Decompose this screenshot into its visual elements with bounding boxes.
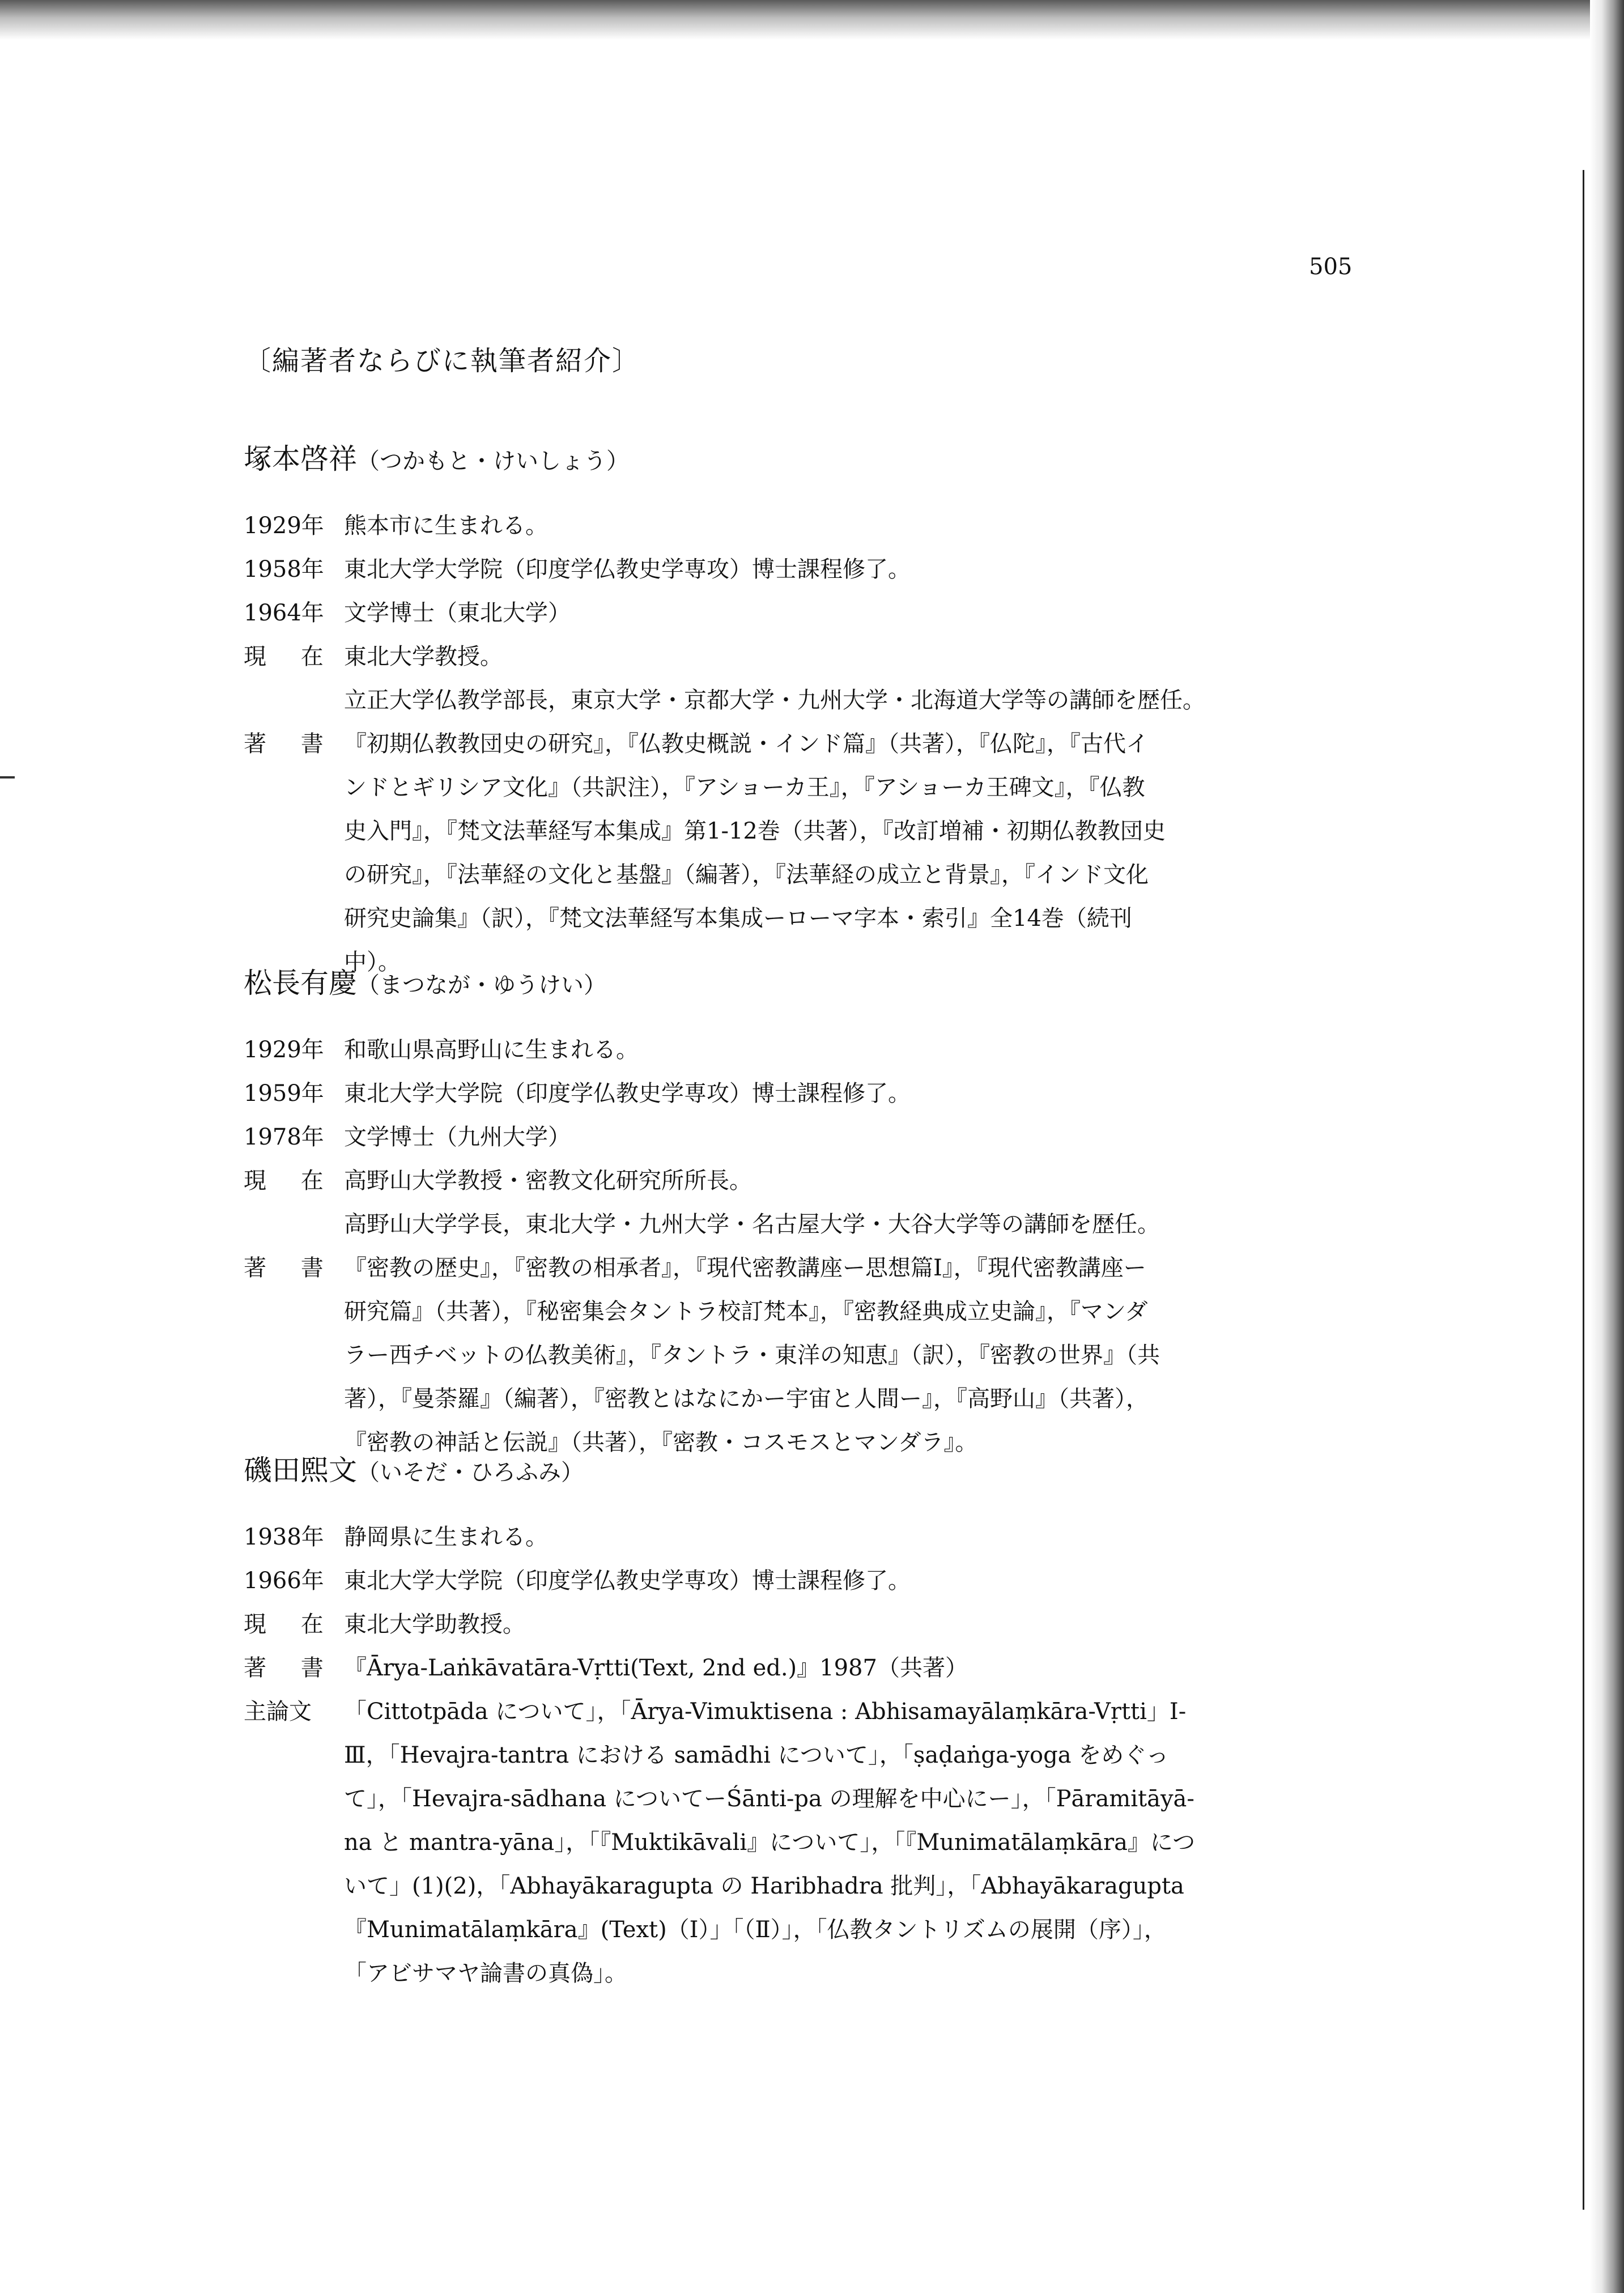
scan-shadow-top [0,0,1624,40]
works-line: 研究篇』（共著），『秘密集会タントラ校訂梵本』，『密教経典成立史論』，『マンダ [344,1299,1148,1325]
history-text: 文学博士（東北大学） [344,600,571,626]
works-line: 『初期仏教教団史の研究』，『仏教史概説・インド篇』（共著），『仏陀』，『古代イ [344,731,1149,757]
history-label: 1929年 [244,513,324,539]
papers-line: na と mantra-yāna」，「『Muktikāvali』について」，「『Munimatālaṃkāra』につ [344,1830,1196,1856]
author-header [244,960,1252,1006]
works-line: 中）。 [344,949,401,975]
history-row [244,1559,1252,1603]
papers-text [344,1690,1252,1996]
papers-line: Ⅲ，「Hevajra-tantra における samādhi について」，「ṣaḍaṅga-yoga をめぐっ [344,1742,1169,1768]
author-name: 塚本啓祥 [244,443,357,475]
career-note: 立正大学仏教学部長，東京大学・京都大学・九州大学・北海道大学等の講師を歴任。 [344,687,1205,713]
papers-line: いて」(1)(2)，「Abhayākaragupta の Haribhadra 批判」，「Abhayākaragupta [344,1873,1184,1899]
author-entry [244,960,1252,1465]
history-text: 東北大学大学院（印度学仏教史学専攻）博士課程修了。 [344,556,911,582]
author-reading: （いそだ・ひろふみ） [357,1460,584,1486]
works-line: 『密教の神話と伝説』（共著），『密教・コスモスとマンダラ』。 [344,1430,978,1456]
history-row [244,635,1252,679]
works-line: 研究史論集』（訳），『梵文法華経写本集成ーローマ字本・索引』全14巻（続刊 [344,905,1132,931]
history-text: 和歌山県高野山に生まれる。 [344,1037,639,1063]
history-label: 1964年 [244,600,324,626]
author-entry [244,1448,1252,1996]
papers-line: 「アビサマヤ論書の真偽」。 [344,1960,627,1986]
history-label: 現 在 [244,1611,337,1637]
author-reading: （つかもと・けいしょう） [357,448,629,474]
works-row [244,722,1252,984]
works-text [344,722,1252,984]
history-text: 文学博士（九州大学） [344,1124,571,1150]
section-heading: 〔編著者ならびに執筆者紹介〕 [244,345,641,377]
works-line: ンドとギリシア文化』（共訳注），『アショーカ王』，『アショーカ王碑文』，『仏教 [344,775,1145,801]
works-row [244,1247,1252,1465]
history-label: 現 在 [244,644,337,670]
history-text: 東北大学教授。 [344,644,503,670]
history-text: 静岡県に生まれる。 [344,1524,548,1550]
history-label: 著 書 [244,1655,337,1681]
history-row [244,592,1252,635]
author-header [244,436,1252,482]
history-text: 東北大学助教授。 [344,1611,525,1637]
history-label: 1959年 [244,1080,324,1107]
page-edge-line [1583,170,1584,2210]
history-text: 熊本市に生まれる。 [344,513,548,539]
career-note: 高野山大学学長，東北大学・九州大学・名古屋大学・大谷大学等の講師を歴任。 [344,1211,1160,1237]
scan-tick-mark [0,776,15,778]
papers-line: 「Cittotpāda について」，「Ārya-Vimuktisena : Abhisamayālaṃkāra-Vṛtti」Ⅰ- [344,1699,1187,1725]
works-line: の研究』，『法華経の文化と基盤』（編著），『法華経の成立と背景』，『インド文化 [344,862,1149,888]
papers-row [244,1690,1252,1996]
scan-shadow-right [1590,0,1624,2293]
author-name: 磯田熙文 [244,1454,357,1487]
history-label: 現 在 [244,1168,337,1194]
works-line: 『密教の歴史』，『密教の相承者』，『現代密教講座ー思想篇Ⅰ』，『現代密教講座ー [344,1255,1146,1281]
history-text: 『Ārya-Laṅkāvatāra-Vṛtti(Text, 2nd ed.)』1987（共著） [344,1655,968,1681]
works-line: 著），『曼荼羅』（編著），『密教とはなにかー宇宙と人間ー』，『高野山』（共著）， [344,1386,1149,1412]
history-row [244,548,1252,592]
papers-label: 主論文 [244,1699,312,1725]
history-row [244,504,1252,548]
history-label: 1978年 [244,1124,324,1150]
works-label: 著 書 [244,731,337,757]
author-reading: （まつなが・ゆうけい） [357,972,606,998]
author-header [244,1448,1252,1493]
history-row [244,1603,1252,1647]
author-entry [244,436,1252,984]
history-text: 東北大学大学院（印度学仏教史学専攻）博士課程修了。 [344,1080,911,1107]
history-label: 1938年 [244,1524,324,1550]
author-name: 松長有慶 [244,967,357,999]
works-text [344,1247,1252,1465]
history-row [244,1116,1252,1159]
history-row [244,1028,1252,1072]
history-row [244,1072,1252,1116]
history-row [244,1647,1252,1690]
history-text: 高野山大学教授・密教文化研究所所長。 [344,1168,752,1194]
history-label: 1958年 [244,556,324,582]
papers-line: て」，「Hevajra-sādhana についてーŚānti-pa の理解を中心にー」，「Pāramitāyā- [344,1786,1194,1812]
history-label: 1929年 [244,1037,324,1063]
works-label: 著 書 [244,1255,337,1281]
history-row [244,1159,1252,1203]
history-text: 東北大学大学院（印度学仏教史学専攻）博士課程修了。 [344,1568,911,1594]
history-row [244,1516,1252,1559]
papers-line: 『Munimatālaṃkāra』(Text)（Ⅰ）」「（Ⅱ）」，「仏教タントリズムの展開（序）」， [344,1917,1167,1943]
works-line: 史入門』，『梵文法華経写本集成』第1-12巻（共著），『改訂増補・初期仏教教団史 [344,818,1166,844]
works-line: ラー西チベットの仏教美術』，『タントラ・東洋の知恵』（訳），『密教の世界』（共 [344,1342,1160,1368]
history-label: 1966年 [244,1568,324,1594]
page-number: 505 [1309,254,1353,280]
